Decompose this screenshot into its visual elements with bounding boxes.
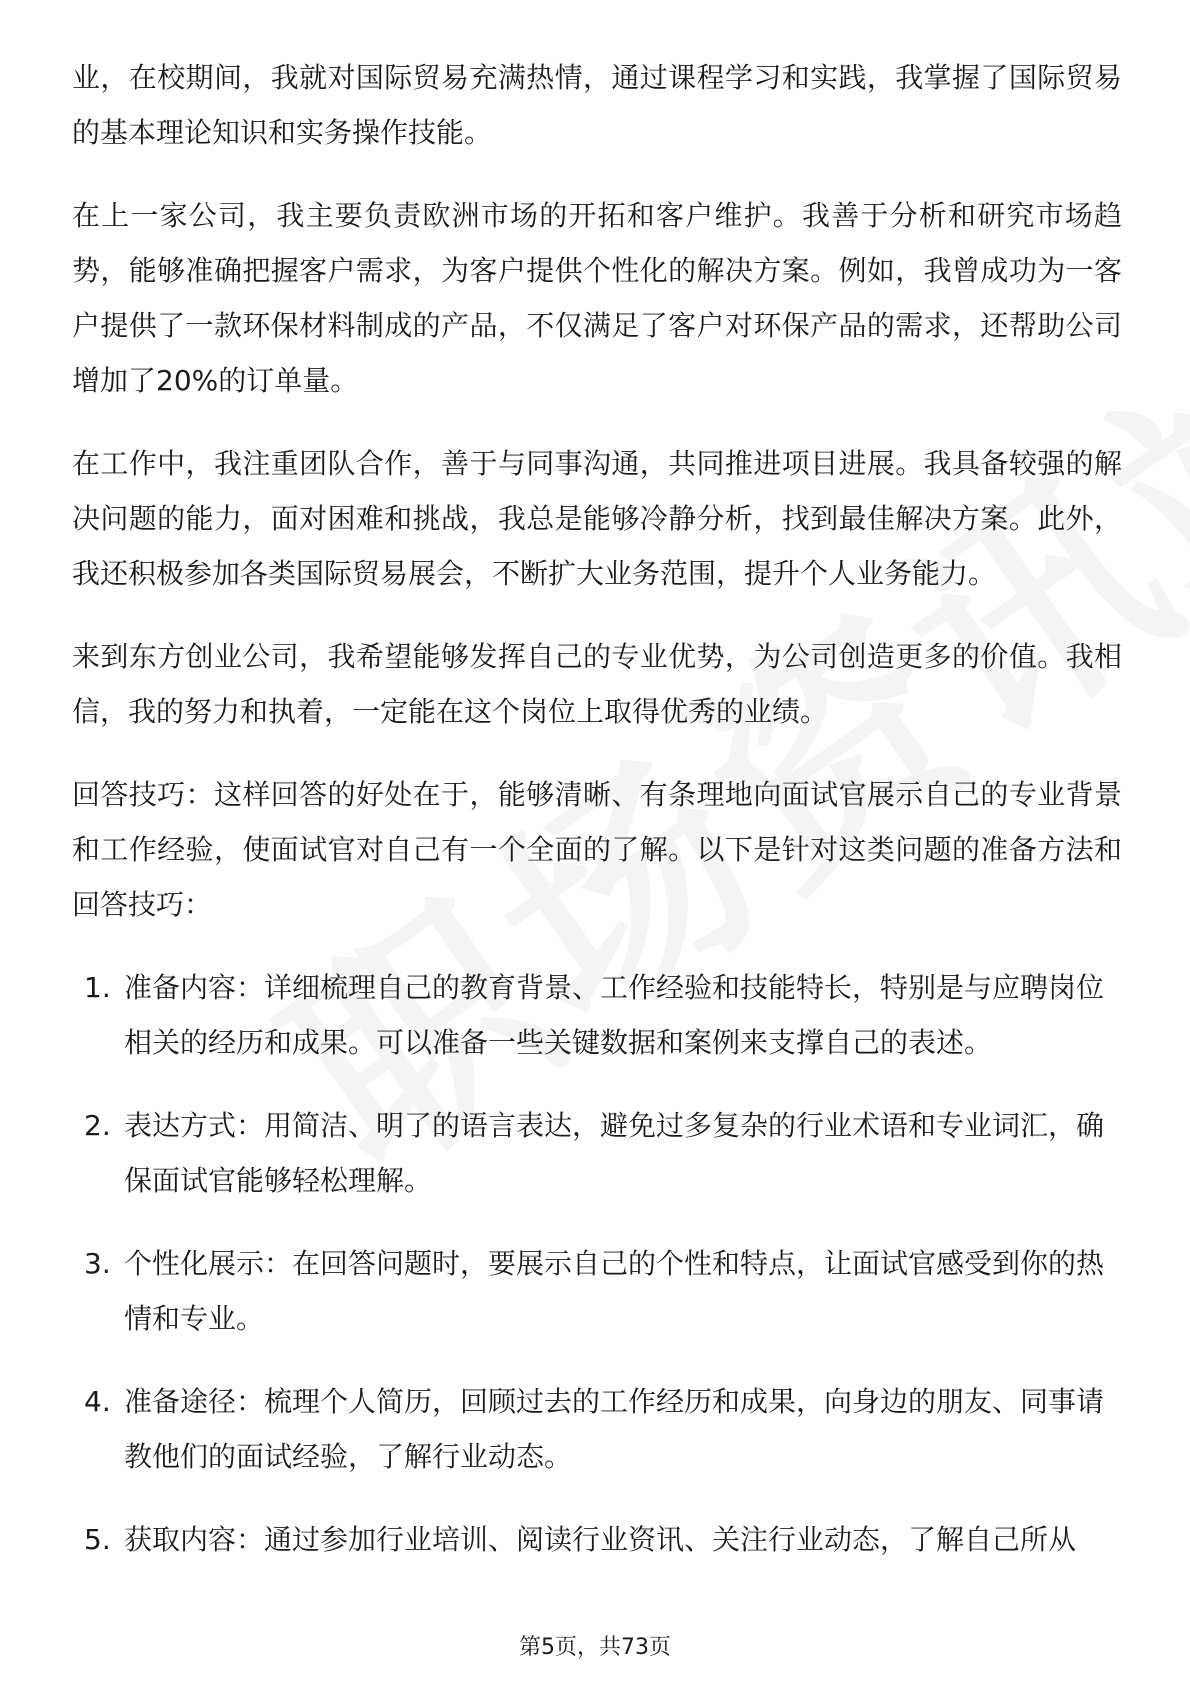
paragraph-answer-tips: 回答技巧：这样回答的好处在于，能够清晰、有条理地向面试官展示自己的专业背景和工作经验，使面试官对自己有一个全面的了解。以下是针对这类问题的准备方法和回答技巧： bbox=[72, 778, 1122, 921]
list-item-text: 个性化展示：在回答问题时，要展示自己的个性和特点，让面试官感受到你的热情和专业。 bbox=[124, 1247, 1105, 1335]
list-item-text: 获取内容：通过参加行业培训、阅读行业资讯、关注行业动态，了解自己所从 bbox=[124, 1523, 1077, 1556]
list-item-text: 表达方式：用简洁、明了的语言表达，避免过多复杂的行业术语和专业词汇，确保面试官能够轻松理解。 bbox=[124, 1109, 1105, 1197]
list-item-text: 准备内容：详细梳理自己的教育背景、工作经验和技能特长，特别是与应聘岗位相关的经历和成果。可以准备一些关键数据和案例来支撑自己的表述。 bbox=[124, 971, 1105, 1059]
list-item-number: 3. bbox=[84, 1247, 111, 1280]
list-item bbox=[72, 1374, 1122, 1484]
tips-list bbox=[72, 960, 1122, 1567]
document-body bbox=[72, 50, 1122, 1595]
list-item-text: 准备途径：梳理个人简历，回顾过去的工作经历和成果，向身边的朋友、同事请教他们的面试经验，了解行业动态。 bbox=[124, 1385, 1105, 1473]
paragraph-motivation: 来到东方创业公司，我希望能够发挥自己的专业优势，为公司创造更多的价值。我相信，我的努力和执着，一定能在这个岗位上取得优秀的业绩。 bbox=[72, 640, 1122, 728]
page-footer: 第5页，共73页 bbox=[519, 1635, 671, 1660]
list-item bbox=[72, 1512, 1122, 1567]
list-item bbox=[72, 1236, 1122, 1346]
list-item-number: 2. bbox=[84, 1109, 111, 1142]
list-item-number: 5. bbox=[84, 1523, 111, 1556]
paragraph-teamwork: 在工作中，我注重团队合作，善于与同事沟通，共同推进项目进展。我具备较强的解决问题的能力，面对困难和挑战，我总是能够冷静分析，找到最佳解决方案。此外，我还积极参加各类国际贸易展会，不断扩大业务范围，提升个人业务能力。 bbox=[72, 447, 1122, 590]
list-item bbox=[72, 960, 1122, 1070]
list-item bbox=[72, 1098, 1122, 1208]
paragraph-previous-job: 在上一家公司，我主要负责欧洲市场的开拓和客户维护。我善于分析和研究市场趋势，能够准确把握客户需求，为客户提供个性化的解决方案。例如，我曾成功为一客户提供了一款环保材料制成的产品，不仅满足了客户对环保产品的需求，还帮助公司增加了20%的订单量。 bbox=[72, 199, 1122, 397]
paragraph-education: 业，在校期间，我就对国际贸易充满热情，通过课程学习和实践，我掌握了国际贸易的基本理论知识和实务操作技能。 bbox=[72, 61, 1122, 149]
list-item-number: 4. bbox=[84, 1385, 111, 1418]
list-item-number: 1. bbox=[84, 971, 111, 1004]
